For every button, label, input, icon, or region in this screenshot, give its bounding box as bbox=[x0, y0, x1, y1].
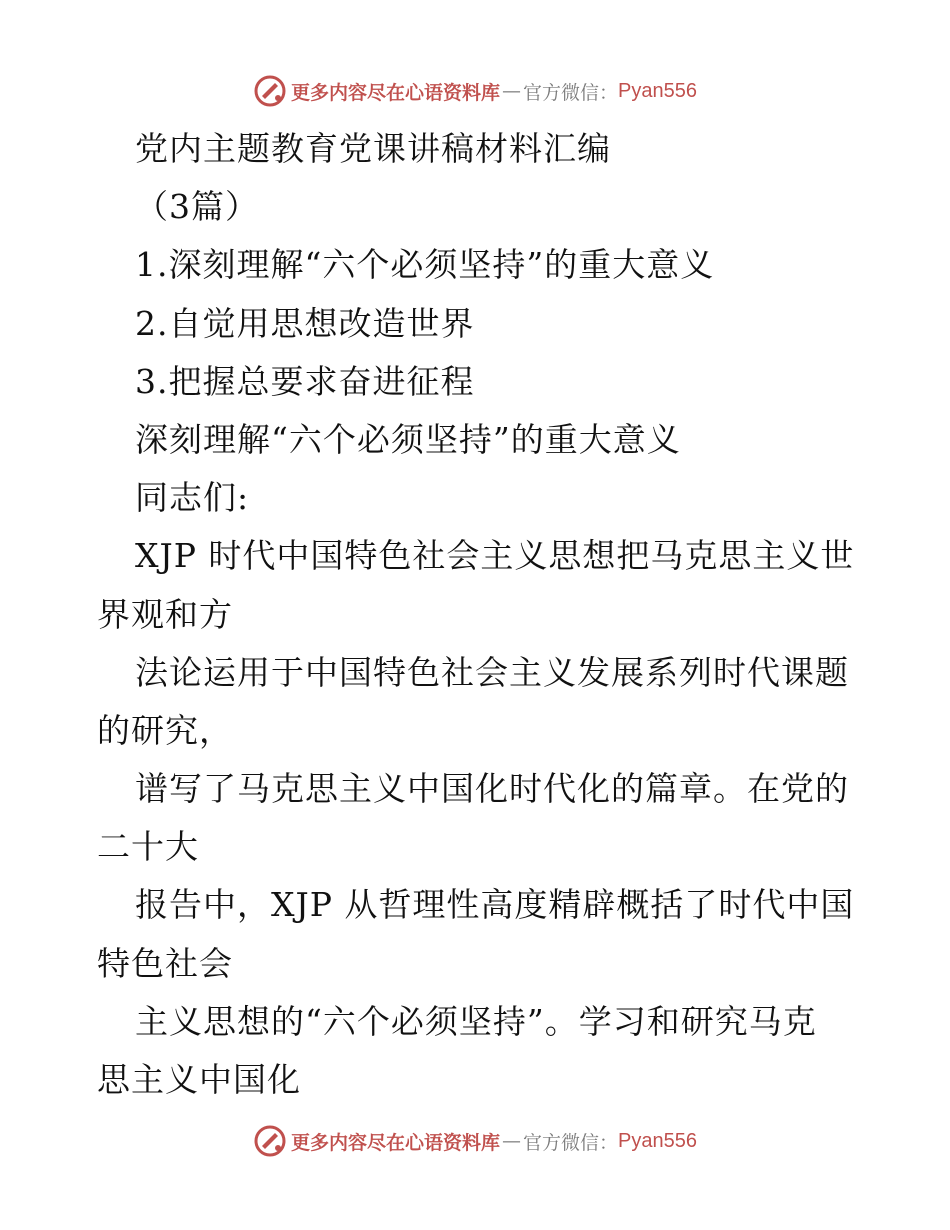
header-banner bbox=[0, 71, 950, 111]
body-line: 思主义中国化 bbox=[97, 1060, 301, 1099]
toc-item: 2.自觉用思想改造世界 bbox=[135, 303, 475, 343]
salutation: 同志们: bbox=[135, 478, 250, 518]
body-line: XJP 时代中国特色社会主义思想把马克思主义世 bbox=[135, 536, 855, 576]
body-line: 二十大 bbox=[97, 827, 199, 867]
section-heading: 深刻理解“六个必须坚持”的重大意义 bbox=[135, 419, 681, 459]
doc-title: 党内主题教育党课讲稿材料汇编 bbox=[135, 129, 611, 168]
body-line: 报告中，XJP 从哲理性高度精辟概括了时代中国 bbox=[135, 885, 855, 925]
banner-main-text: 更多内容尽在心语资料库 bbox=[291, 81, 501, 104]
body-line: 特色社会 bbox=[97, 943, 233, 983]
body-line: 的研究， bbox=[97, 710, 233, 750]
toc-item: 1.深刻理解“六个必须坚持”的重大意义 bbox=[135, 245, 715, 285]
document-body bbox=[97, 120, 857, 1109]
body-line: 法论运用于中国特色社会主义发展系列时代课题 bbox=[135, 652, 849, 692]
toc-item: 3.把握总要求奋进征程 bbox=[135, 361, 475, 401]
banner-wechat-label: 官方微信： bbox=[523, 1131, 619, 1154]
banner-wechat-id: Pyan556 bbox=[618, 1129, 697, 1152]
banner-dash: — bbox=[502, 1130, 522, 1152]
body-line: 主义思想的“六个必须坚持”。学习和研究马克 bbox=[135, 1001, 817, 1041]
body-line: 谱写了马克思主义中国化时代化的篇章。在党的 bbox=[135, 769, 849, 809]
banner-wechat-label: 官方微信： bbox=[523, 81, 619, 104]
doc-subtitle: （3篇） bbox=[135, 187, 259, 227]
brand-logo-icon bbox=[253, 1124, 287, 1158]
banner-wechat-id: Pyan556 bbox=[618, 79, 697, 102]
banner-main-text: 更多内容尽在心语资料库 bbox=[291, 1131, 501, 1154]
body-line: 界观和方 bbox=[97, 594, 233, 634]
footer-banner bbox=[0, 1121, 950, 1161]
banner-dash: — bbox=[502, 80, 522, 102]
brand-logo-icon bbox=[253, 74, 287, 108]
